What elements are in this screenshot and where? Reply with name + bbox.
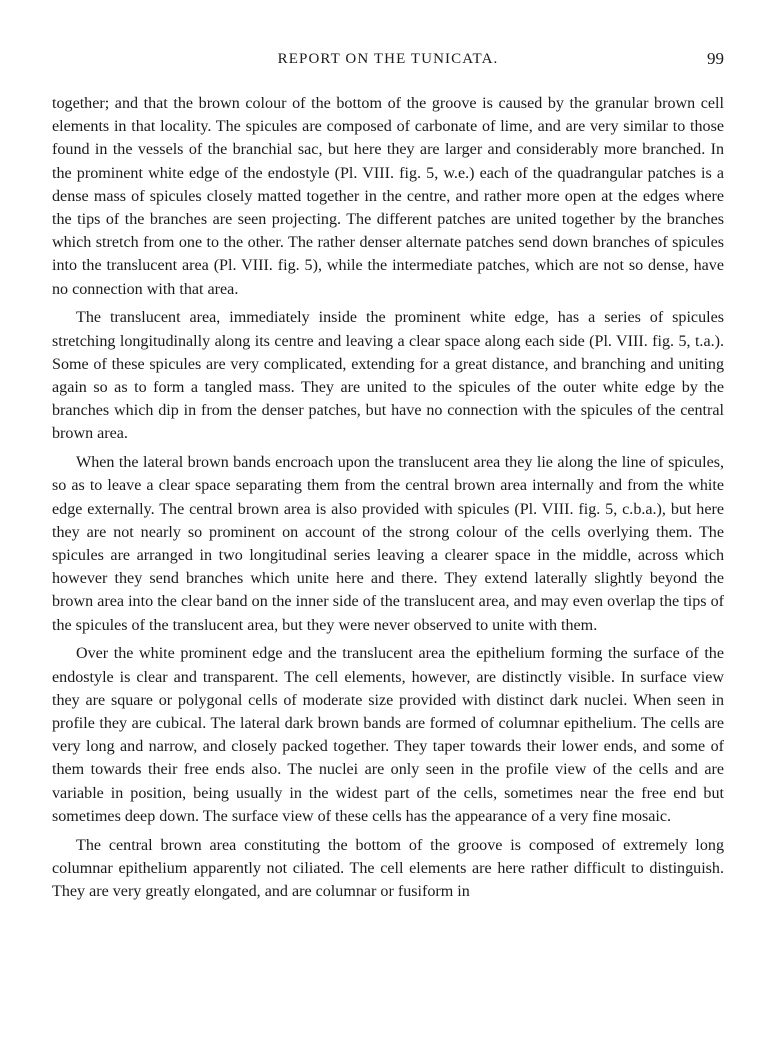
page-number: 99	[707, 49, 724, 68]
paragraph-continued: together; and that the brown colour of the bottom of the groove is caused by the granular brown cell elements in that locality. The spicules are composed of carbonate of lime, and are very similar to those found in the vessels of the branchial sac, but here they are larger and considerably more branched. In the prominent white edge of the endostyle (Pl. VIII. fig. 5, w.e.) each of the quadrangular patches is a dense mass of spicules closely matted together in the centre, and rather more open at the edges where the tips of the branches are seen projecting. The different patches are united together by the branches which stretch from one to the other. The rather denser alternate patches send down branches of spicules into the translucent area (Pl. VIII. fig. 5), while the intermediate patches, which are not so dense, have no connection with that area.	[52, 95, 724, 298]
paragraph-translucent-area: The translucent area, immediately inside the prominent white edge, has a series of spicules stretching longitudinally along its centre and leaving a clear space along each side (Pl. VIII. fig. 5, t.a.). Some of these spicules are very complicated, extending for a great distance, and branching and uniting again so as to form a tangled mass. They are united to the spicules of the outer white edge by the branches which dip in from the denser patches, but have no connection with the spicules of the central brown area.	[52, 309, 724, 443]
running-head	[52, 48, 724, 70]
paragraph-epithelium: Over the white prominent edge and the translucent area the epithelium forming the surface of the endostyle is clear and transparent. The cell elements, however, are distinctly visible. In surface view they are square or polygonal cells of moderate size provided with distinct dark nuclei. When seen in profile they are cubical. The lateral dark brown bands are formed of columnar epithelium. The cells are very long and narrow, and closely packed together. They taper towards their lower ends, and some of them towards their free ends also. The nuclei are only seen in the profile view of the cells and are variable in position, being usually in the widest part of the cells, sometimes near the free end but sometimes deep down. The surface view of these cells has the appearance of a very fine mosaic.	[52, 645, 724, 825]
paragraph-lateral-brown-bands: When the lateral brown bands encroach upon the translucent area they lie along the line of spicules, so as to leave a clear space separating them from the central brown area internally and from the white edge externally. The central brown area is also provided with spicules (Pl. VIII. fig. 5, c.b.a.), but here they are not nearly so prominent on account of the strong colour of the cells overlying them. The spicules are arranged in two longitudinal series leaving a clearer space in the middle, across which however they send branches which unite here and there. They extend laterally slightly beyond the brown area into the clear band on the inner side of the translucent area, and may even overlap the tips of the spicules of the translucent area, but they were never observed to unite with them.	[52, 454, 724, 634]
running-title: REPORT ON THE TUNICATA.	[277, 51, 499, 67]
paragraph-central-brown-area: The central brown area constituting the bottom of the groove is composed of extremely long columnar epithelium apparently not ciliated. The cell elements are here rather difficult to distinguish. They are very greatly elongated, and are columnar or fusiform in	[52, 836, 724, 901]
body-text	[52, 92, 724, 909]
